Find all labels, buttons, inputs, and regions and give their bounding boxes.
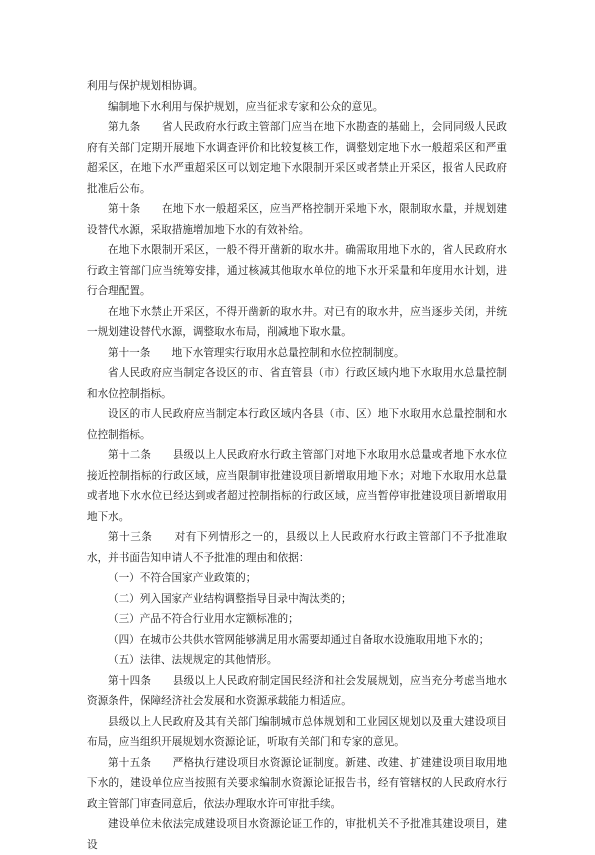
article-number: 第十条 — [108, 203, 141, 215]
article-gap — [151, 757, 173, 769]
article-number: 第十五条 — [108, 756, 152, 769]
paragraph-text: （一）不符合国家产业政策的； — [108, 572, 257, 584]
article-paragraph — [87, 343, 507, 364]
body-paragraph — [87, 404, 507, 445]
article-paragraph — [87, 671, 507, 712]
article-number: 第十四条 — [108, 674, 152, 687]
paragraph-text: 在地下水一般超采区，应当严格控制开采地下水，限制取水量，并规划建设替代水源，采取措施增加地下水的有效补给。 — [87, 203, 508, 236]
article-gap — [140, 203, 162, 215]
paragraph-text: 在地下水禁止开采区，不得开凿新的取水井。对已有的取水井，应当逐步关闭，并统一规划建设替代水源，调整取水布局，削减地下取水量。 — [87, 305, 507, 338]
paragraph-text: 地下水管理实行取用水总量控制和水位控制制度。 — [171, 346, 405, 359]
paragraph-text: 严格执行建设项目水资源论证制度。新建、改建、扩建建设项目取用地下水的，建设单位应当按照有关要求编制水资源论证报告书，经有管辖权的人民政府水行政主管部门审查同意后，依法办理取水许可审批手续。 — [87, 756, 507, 810]
paragraph-text: 县级以上人民政府制定国民经济和社会发展规划，应当充分考虑当地水资源条件，保障经济社会发展和水资源承载能力相适应。 — [87, 674, 507, 707]
paragraph-text: 利用与保护规划相协调。 — [87, 80, 204, 92]
body-paragraph — [87, 630, 507, 651]
article-number: 第九条 — [108, 121, 141, 133]
article-gap — [140, 121, 162, 133]
body-paragraph — [87, 363, 507, 404]
article-gap — [151, 675, 173, 687]
article-gap — [150, 347, 171, 359]
article-gap — [151, 449, 173, 461]
article-paragraph — [87, 199, 507, 240]
article-paragraph — [87, 445, 507, 527]
paragraph-text: 对有下列情形之一的，县级以上人民政府水行政主管部门不予批准取水，并书面告知申请人不予批准的理由和依据： — [87, 531, 508, 564]
article-paragraph — [87, 753, 507, 815]
body-paragraph — [87, 568, 507, 589]
document-page — [87, 76, 507, 855]
body-paragraph — [87, 97, 507, 118]
body-paragraph — [87, 76, 507, 97]
paragraph-text: 省人民政府水行政主管部门应当在地下水勘查的基础上，会同同级人民政府有关部门定期开展地下水调查评价和比较复核工作，调整划定地下水一般超采区和严重超采区，在地下水严重超采区可以划定地下水限制开采区或者禁止开采区，报省人民政府批准后公布。 — [87, 121, 508, 195]
paragraph-text: 县级以上人民政府及其有关部门编制城市总体规划和工业园区规划以及重大建设项目布局，应当组织开展规划水资源论证，听取有关部门和专家的意见。 — [87, 715, 507, 748]
paragraph-text: （二）列入国家产业结构调整指导目录中淘汰类的； — [108, 592, 352, 605]
body-paragraph — [87, 650, 507, 671]
article-paragraph — [87, 117, 507, 199]
paragraph-text: 省人民政府应当制定各设区的市、省直管县（市）行政区域内地下水取用水总量控制和水位控制指标。 — [87, 367, 507, 400]
article-number: 第十一条 — [108, 346, 151, 359]
body-paragraph — [87, 814, 507, 855]
article-paragraph — [87, 527, 507, 568]
body-paragraph — [87, 609, 507, 630]
article-number: 第十三条 — [108, 531, 153, 543]
paragraph-text: 在地下水限制开采区，一般不得开凿新的取水井。确需取用地下水的，省人民政府水行政主管部门应当统筹安排，通过核减其他取水单位的地下水开采量和年度用水计划，进行合理配置。 — [87, 244, 507, 297]
paragraph-text: 县级以上人民政府水行政主管部门对地下水取用水总量或者地下水水位接近控制指标的行政区域，应当限制审批建设项目新增取用地下水；对地下水取用水总量或者地下水水位已经达到或者超过控制指标的行政区域，应当暂停审批建设项目新增取用地下水。 — [87, 449, 507, 523]
body-paragraph — [87, 240, 507, 302]
body-paragraph — [87, 589, 507, 610]
body-paragraph — [87, 712, 507, 753]
paragraph-text: 编制地下水利用与保护规划，应当征求专家和公众的意见。 — [108, 100, 384, 113]
paragraph-text: 设区的市人民政府应当制定本行政区域内各县（市、区）地下水取用水总量控制和水位控制指标。 — [87, 408, 507, 441]
body-paragraph — [87, 302, 507, 343]
paragraph-text: （四）在城市公共供水管网能够满足用水需要却通过自备取水设施取用地下水的； — [108, 633, 490, 646]
paragraph-text: （三）产品不符合行业用水定额标准的； — [108, 613, 299, 625]
paragraph-text: （五）法律、法规规定的其他情形。 — [108, 654, 278, 666]
article-number: 第十二条 — [108, 449, 152, 461]
paragraph-text: 建设单位未依法完成建设项目水资源论证工作的，审批机关不予批准其建设项目，建设 — [87, 818, 507, 851]
article-gap — [152, 531, 174, 543]
